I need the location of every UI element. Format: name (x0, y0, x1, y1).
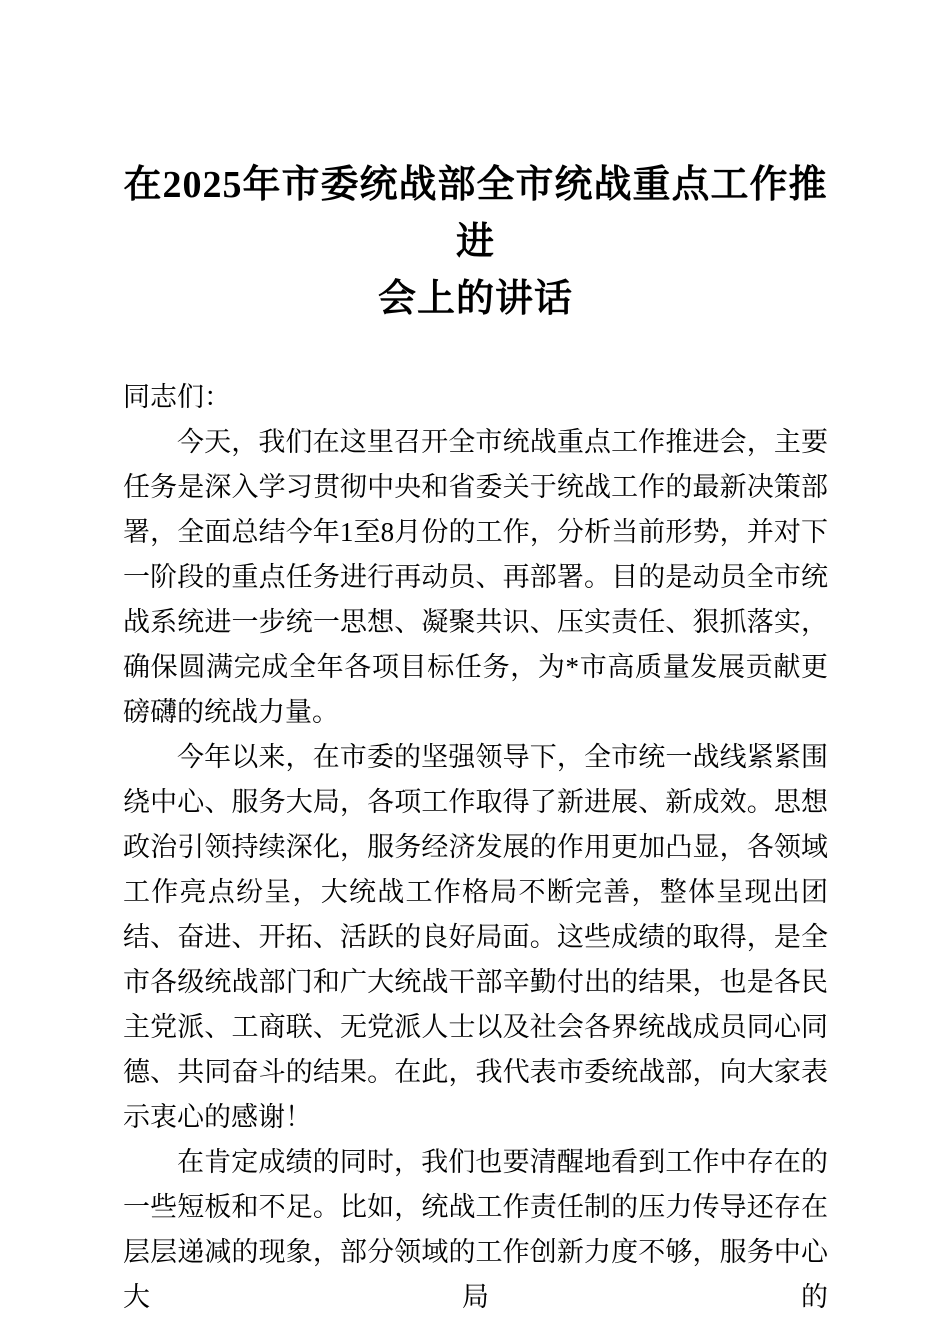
paragraph-3: 在肯定成绩的同时，我们也要清醒地看到工作中存在的一些短板和不足。比如，统战工作责任制的压力传导还存在层层递减的现象，部分领域的工作创新力度不够，服务中心大局的 (123, 1147, 828, 1312)
salutation: 同志们： (123, 382, 231, 412)
document-body (123, 375, 828, 1320)
document-title-line-2: 会上的讲话 (377, 278, 573, 320)
document-title-line-1: 在2025年市委统战部全市统战重点工作推进 (123, 164, 828, 263)
paragraph-1: 今天，我们在这里召开全市统战重点工作推进会，主要任务是深入学习贯彻中央和省委关于统战工作的最新决策部署，全面总结今年1至8月份的工作，分析当前形势，并对下一阶段的重点任务进行再动员、再部署。目的是动员全市统战系统进一步统一思想、凝聚共识、压实责任、狠抓落实，确保圆满完成全年各项目标任务，为*市高质量发展贡献更磅礴的统战力量。 (123, 427, 828, 727)
document-title (123, 157, 828, 328)
paragraph-2: 今年以来，在市委的坚强领导下，全市统一战线紧紧围绕中心、服务大局，各项工作取得了新进展、新成效。思想政治引领持续深化，服务经济发展的作用更加凸显，各领域工作亮点纷呈，大统战工作格局不断完善，整体呈现出团结、奋进、开拓、活跃的良好局面。这些成绩的取得，是全市各级统战部门和广大统战干部辛勤付出的结果，也是各民主党派、工商联、无党派人士以及社会各界统战成员同心同德、共同奋斗的结果。在此，我代表市委统战部，向大家表示衷心的感谢！ (123, 742, 828, 1132)
